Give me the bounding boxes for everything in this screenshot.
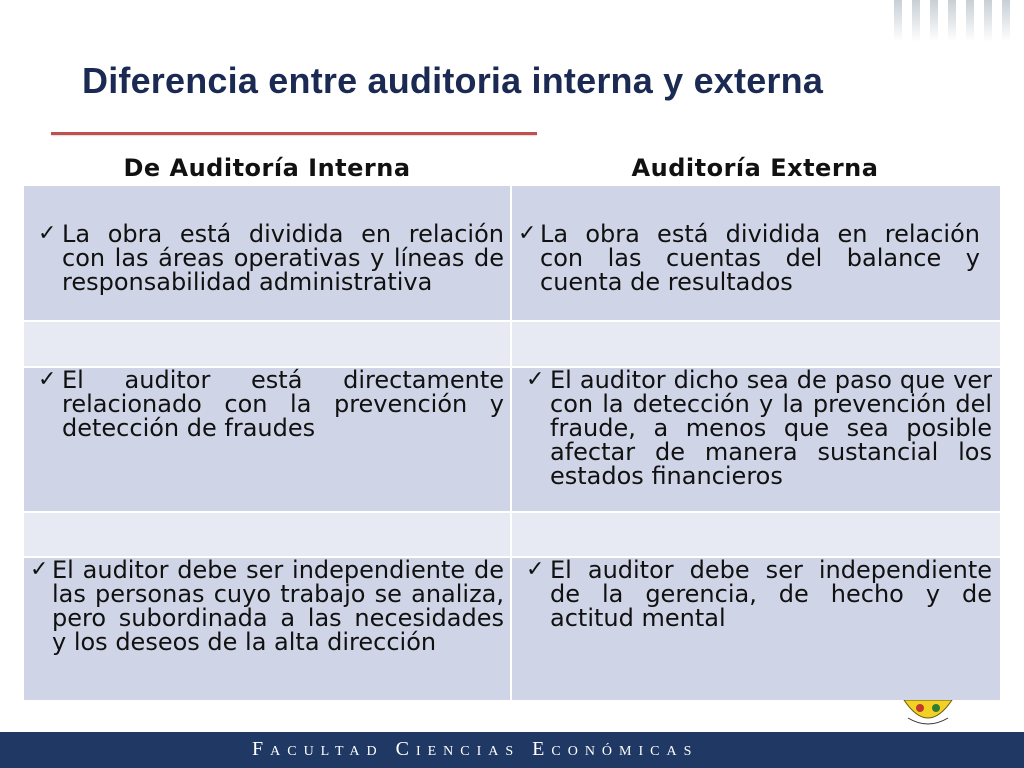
column-header-internal: De Auditoría Interna — [123, 154, 411, 182]
table-cell — [24, 558, 510, 700]
table-cell — [512, 186, 1000, 320]
item-text: El auditor debe ser independiente de la gerencia, de hecho y de actitud mental — [550, 556, 992, 632]
check-icon: ✓ — [526, 367, 545, 392]
item-text: La obra está dividida en relación con las cuentas del balance y cuenta de resultados — [540, 220, 980, 296]
column-header-external: Auditoría Externa — [631, 154, 879, 182]
decorative-stripes — [884, 0, 1024, 42]
check-icon: ✓ — [526, 557, 545, 582]
check-icon: ✓ — [30, 557, 49, 582]
comparison-table — [24, 186, 1000, 700]
table-cell — [512, 558, 1000, 700]
item-text: El auditor está directamente relacionado con la prevención y detección de fraudes — [62, 366, 504, 442]
check-icon: ✓ — [518, 221, 537, 246]
list-item — [526, 558, 992, 630]
table-spacer — [24, 322, 510, 366]
table-spacer — [24, 513, 510, 556]
check-icon: ✓ — [38, 367, 57, 392]
footer-text: Facultad Ciencias Económicas — [252, 738, 699, 760]
table-cell — [24, 368, 510, 511]
footer-bar — [0, 732, 1024, 768]
item-text: El auditor dicho sea de paso que ver con la detección y la prevención del fraude, a menos que sea posible afectar de manera sustancial los estados financieros — [550, 366, 992, 490]
table-cell — [24, 186, 510, 320]
table-cell — [512, 368, 1000, 511]
list-item — [526, 368, 992, 488]
list-item — [38, 222, 504, 294]
list-item — [518, 222, 980, 294]
slide-title: Diferencia entre auditoria interna y externa — [82, 60, 824, 101]
table-spacer — [512, 322, 1000, 366]
check-icon: ✓ — [38, 221, 57, 246]
table-spacer — [512, 513, 1000, 556]
list-item — [30, 558, 504, 654]
list-item — [38, 368, 504, 440]
title-underline — [51, 132, 537, 135]
item-text: El auditor debe ser independiente de las personas cuyo trabajo se analiza, pero subordinada a las necesidades y los deseos de la alta dirección — [52, 556, 504, 656]
seal-logo — [898, 700, 958, 730]
item-text: La obra está dividida en relación con las áreas operativas y líneas de responsabilidad administrativa — [62, 220, 504, 296]
